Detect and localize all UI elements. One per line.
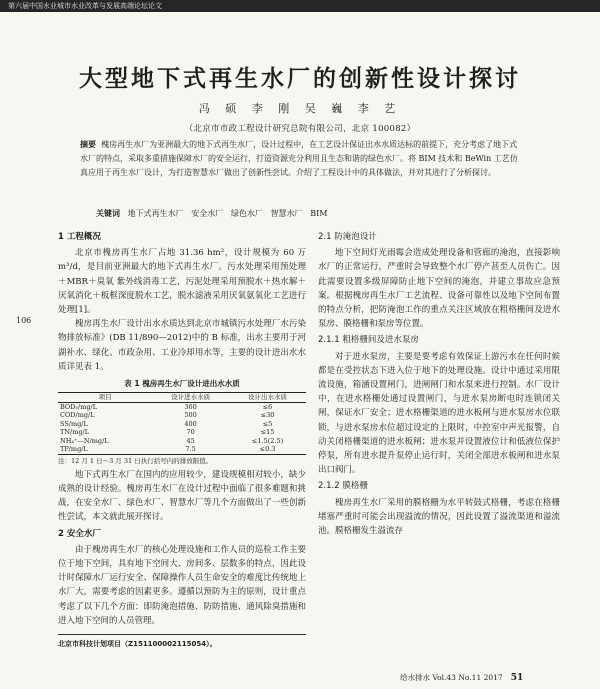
abstract <box>80 138 520 180</box>
table-row <box>58 437 306 446</box>
table-cell: 400 <box>184 419 197 428</box>
table-cell: TP/mg/L <box>60 445 88 454</box>
subsection-heading: 2.1.2 膜格栅 <box>318 481 368 492</box>
keywords <box>96 208 526 220</box>
table-cell: 7.5 <box>185 445 196 454</box>
left-column <box>58 228 306 651</box>
table-cell: 70 <box>186 428 195 437</box>
table-cell: BOD₅/mg/L <box>60 402 98 411</box>
paragraph: 由于槐房再生水厂的核心处理设施和工作人员的巡检工作主要位于地下空间，具有地下空间大、房间多、层数多的特点，因此设计时保障水厂运行安全、保障操作人员生命安全的难度比传统地上水厂大，需要考虑的因素更多。遵循以预防为主的原则，设计重点考虑了以下几个方面：即防淹泡措施、防防措施、通风除臭措施和进入地下空间的人员管理。 <box>58 544 306 626</box>
table-row <box>58 428 306 437</box>
water-quality-table <box>58 392 306 455</box>
table-cell: ≤1.5(2.5) <box>251 436 284 445</box>
table-cell: ≤5 <box>262 419 273 428</box>
paragraph: 对于进水泵房，主要是要考虑有效保证上游污水在任何时候都是在受控状态下进入位于地下的处理设施。设计中通过采用限流设施，箱涵设置闸门，进闸闸门和水泵来进行控制。水厂设计中，在进水格栅处通过设置闸门，与进水泵房断电时连锁闭关闸，保证水厂安全；进水格栅渠道的进水板闸与进水泵房水位联锁，与进水泵房水位超过设定的上限时，中控室中声光报警，自动关闭格栅渠道的进水板闸；进水泵并设置液位计和低液位保护停泵，所有进水提升泵停止运行时，关闭全部进水板闸和进水泵出口阀门。 <box>318 351 560 476</box>
abstract-label: 摘要 <box>80 140 96 149</box>
keyword: 安全水厂 <box>191 209 224 218</box>
table-cell: ≤0.3 <box>259 445 276 454</box>
table-cell: SS/mg/L <box>60 419 88 428</box>
author-list: 冯 硕 李 刚 吴 巍 李 艺 <box>198 102 402 115</box>
table-caption: 表 1 槐房再生水厂设计进出水水质 <box>124 379 240 389</box>
paragraph: 地下空间灯光雨霉会造成处理设备和管廊的淹泡，直接影响水厂的正常运行，严重时会导致整个水厂停产甚至人员伤亡。因此需要设置多级屏障防止地下空间的淹泡，并建立事故应急预案。根据槐房再生水厂工艺流程、设备可靠性以及地下空间布置的特点分析，把防淹泡工作的重点关注区域放在粗格栅间及进水泵房、膜格栅和泵房等位置。 <box>318 248 560 330</box>
paragraph: 地下式再生水厂在国内的应用较少，建设规模相对较小，缺少成熟的设计经验。槐房再生水厂在设计过程中面临了很多难题和挑战，在安全水厂、绿色水厂、智慧水厂等几个方面做出了一些创新性尝试，本文就此展开探讨。 <box>58 469 306 523</box>
table-header: 项目 <box>98 393 112 402</box>
table-row <box>58 402 306 411</box>
paper-title: 大型地下式再生水厂的创新性设计探讨 <box>79 65 521 92</box>
table-row <box>58 445 306 454</box>
table-header: 设计出水水质 <box>248 393 288 402</box>
subsection-heading: 2.1 防淹泡设计 <box>318 232 377 242</box>
table-cell: ≤30 <box>260 411 275 420</box>
table-cell: NH₄⁺—N/mg/L <box>60 436 109 445</box>
table-cell: 500 <box>184 411 197 420</box>
page-number: 51 <box>510 673 524 683</box>
side-page-number: 106 <box>16 316 32 325</box>
running-head: 第六届中国水业城市水业改革与发展高端论坛论文 <box>8 2 162 10</box>
keyword: 绿色水厂 <box>230 209 263 218</box>
table-header-row <box>58 393 306 403</box>
keywords-label: 关键词 <box>96 209 120 218</box>
table-cell: COD/mg/L <box>60 411 95 420</box>
table-row <box>58 420 306 429</box>
abstract-text: 槐房再生水厂为亚洲最大的地下式再生水厂，设计过程中，在工艺设计保证出水水质达标的前提下，充分考虑了地下式水厂的特点，采取多重措施保障水厂的安全运行，打造资源充分利用且生态和谐的绿色水厂。将 BIM 技术和 BeWin 工艺仿真应用于再生水厂设计，为打造智慧水厂做出了创新性尝试。介绍了工程设计中的具体做法，并对其进行了分析探讨。 <box>80 140 518 177</box>
table-cell: ≤15 <box>260 428 275 437</box>
paragraph: 北京市槐房再生水厂占地 31.36 hm²，设计规模为 60 万 m³/d，是目前亚洲最大的地下式再生水厂。污水处理采用预处理＋MBR＋臭氧 紫外线消毒工艺，污泥处理采用预脱水＋热水解＋厌氧消化＋板框深度脱水工艺，脱水滤液采用厌氧氨氧化工艺进行处理[1]。 <box>58 248 306 316</box>
paragraph: 槐房再生水厂设计出水水质达到北京市城镇污水处理厂水污染物排放标准》(DB 11/890—2012)中的 B 标准，出水主要用于河湖补水、绿化、市政杂用、工业冷却用水等，主要的设计进出水水质详见表 1。 <box>58 319 306 372</box>
table-cell: TN/mg/L <box>60 428 90 437</box>
table-note: 注：12 月 1 日～3 月 31 日执行括号内的排放限值。 <box>58 456 213 465</box>
journal-info: 给水排水 Vol.43 No.11 2017 <box>400 673 503 682</box>
funding-note: 北京市科技计划项目（Z151100002115054）。 <box>58 634 306 651</box>
table-row <box>58 411 306 420</box>
paragraph: 槐房再生水厂采用的膜格栅为水平转鼓式格栅，考虑在格栅堵塞严重时可能会出现溢流的情况，因此设置了溢流渠道和溢流池。膜格栅发生溢流存 <box>318 497 560 537</box>
affiliation: （北京市市政工程设计研究总院有限公司，北京 100082） <box>184 124 416 134</box>
right-column <box>318 228 560 538</box>
table-cell: ≤6 <box>262 402 273 411</box>
running-head-bar <box>0 0 600 12</box>
keyword: BIM <box>310 209 328 218</box>
section-heading: 1 工程概况 <box>58 232 101 242</box>
page-footer <box>400 672 523 683</box>
keyword: 地下式再生水厂 <box>127 209 184 218</box>
table-header: 设计进水水质 <box>171 393 211 402</box>
keyword: 智慧水厂 <box>270 209 303 218</box>
section-heading: 2 安全水厂 <box>58 528 101 539</box>
subsection-heading: 2.1.1 粗格栅间及进水泵房 <box>318 335 419 346</box>
table-cell: 45 <box>186 436 195 445</box>
table-cell: 360 <box>184 402 197 411</box>
